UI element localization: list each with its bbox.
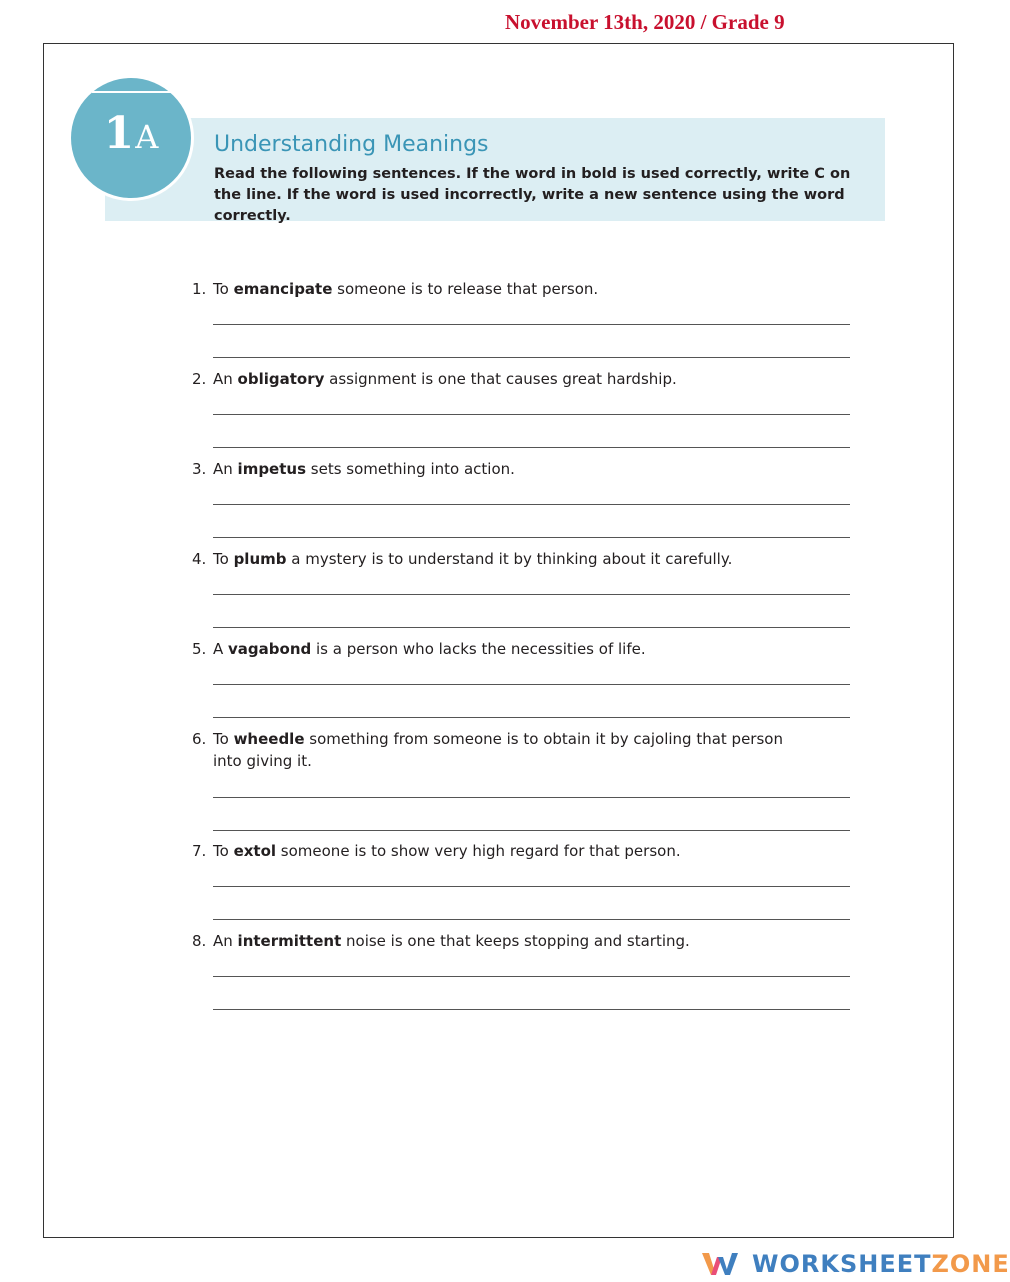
answer-line[interactable] (213, 717, 850, 718)
answer-line[interactable] (213, 357, 850, 358)
section-badge-rule (92, 91, 176, 93)
answer-line[interactable] (213, 324, 850, 325)
answer-line[interactable] (213, 447, 850, 448)
question-number: 6. (192, 730, 207, 748)
date-grade-header: November 13th, 2020 / Grade 9 (505, 10, 785, 34)
answer-line[interactable] (213, 919, 850, 920)
answer-line[interactable] (213, 797, 850, 798)
vocab-word: obligatory (237, 370, 325, 388)
question-text: An impetus sets something into action. (213, 460, 515, 478)
question-text: An obligatory assignment is one that causes great hardship. (213, 370, 677, 388)
section-badge-letter: A (135, 118, 159, 156)
question-number: 4. (192, 550, 207, 568)
answer-line[interactable] (213, 504, 850, 505)
answer-line[interactable] (213, 830, 850, 831)
answer-line[interactable] (213, 414, 850, 415)
question-number: 3. (192, 460, 207, 478)
question-text: To extol someone is to show very high regard for that person. (213, 842, 681, 860)
vocab-word: plumb (233, 550, 287, 568)
question-number: 5. (192, 640, 207, 658)
question-text: An intermittent noise is one that keeps stopping and starting. (213, 932, 690, 950)
vocab-word: wheedle (233, 730, 305, 748)
answer-line[interactable] (213, 1009, 850, 1010)
answer-line[interactable] (213, 976, 850, 977)
question-text: To wheedle something from someone is to obtain it by cajoling that person into giving it. (213, 730, 783, 770)
vocab-word: extol (233, 842, 277, 860)
question-text: To emancipate someone is to release that person. (213, 280, 599, 298)
section-instructions: Read the following sentences. If the word in bold is used correctly, write C on the line. If the word is used incorrectly, write a new sentence using the word correctly. (214, 166, 851, 224)
vocab-word: emancipate (233, 280, 333, 298)
vocab-word: impetus (237, 460, 307, 478)
question-number: 1. (192, 280, 207, 298)
worksheetzone-brand-text: WORKSHEETZONE (752, 1250, 1010, 1278)
question-number: 2. (192, 370, 207, 388)
answer-line[interactable] (213, 594, 850, 595)
answer-line[interactable] (213, 627, 850, 628)
vocab-word: intermittent (237, 932, 342, 950)
section-badge-number: 1 (103, 108, 134, 159)
answer-line[interactable] (213, 684, 850, 685)
answer-line[interactable] (213, 537, 850, 538)
vocab-word: vagabond (228, 640, 312, 658)
question-text: To plumb a mystery is to understand it by thinking about it carefully. (213, 550, 733, 568)
section-title: Understanding Meanings (214, 132, 489, 157)
answer-line[interactable] (213, 886, 850, 887)
section-badge-label (71, 108, 191, 159)
question-number: 7. (192, 842, 207, 860)
question-number: 8. (192, 932, 207, 950)
worksheetzone-logo[interactable] (702, 1250, 1010, 1278)
worksheetzone-w-logo-icon (702, 1251, 738, 1277)
question-text: A vagabond is a person who lacks the necessities of life. (213, 640, 646, 658)
